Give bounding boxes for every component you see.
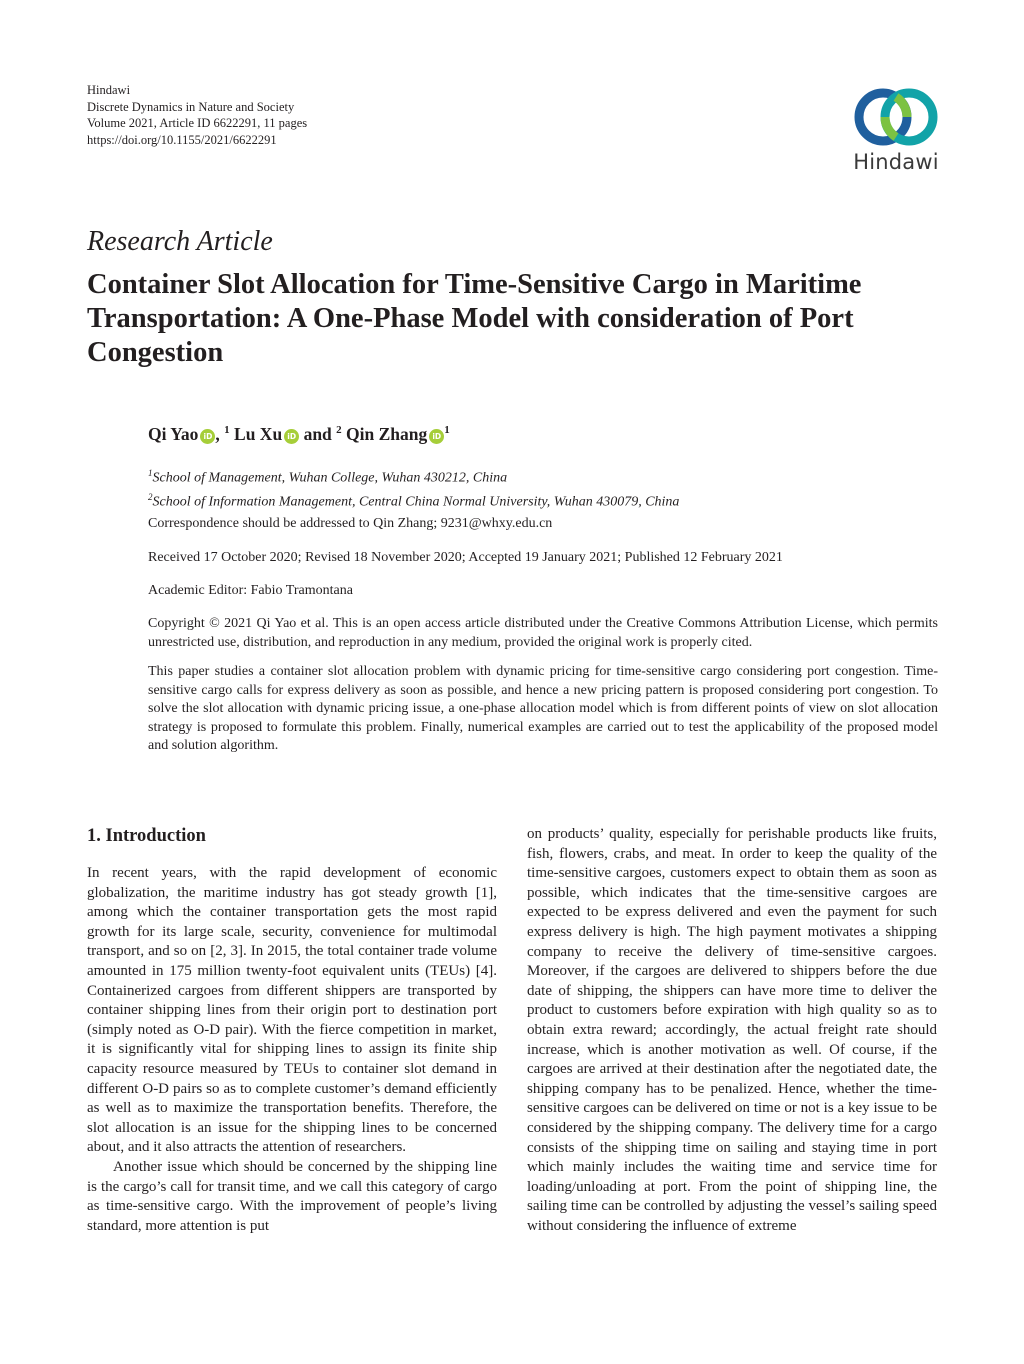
author-name[interactable]: Qi Yao <box>148 424 199 444</box>
author-separator: and <box>299 424 337 444</box>
logo-wordmark: Hindawi <box>853 150 939 174</box>
affiliation-line: $^1$School of Management, Wuhan College, Wuhan 430212, China <box>148 468 508 486</box>
paragraph: Another issue which should be concerned by the shipping line is the cargo’s call for transit time, and we call this category of cargo as time-sensitive cargo. With the improvement of people’s living standard, more attention is put <box>87 1158 497 1234</box>
author-list <box>148 424 450 445</box>
academic-editor: Academic Editor: Fabio Tramontana <box>148 583 353 598</box>
affiliation-marker: 1 <box>224 424 230 437</box>
orcid-icon[interactable]: iD <box>200 429 215 444</box>
affiliation-marker: 1 <box>444 424 450 437</box>
author-name[interactable]: Qin Zhang <box>346 424 428 444</box>
copyright-notice: Copyright © 2021 Qi Yao et al. This is an open access article distributed under the Creative Commons Attribution License, which permits unrestricted use, distribution, and reproduction in any medium, provided the original work is properly cited. <box>148 616 938 650</box>
volume-info: Volume 2021, Article ID 6622291, 11 pages <box>87 116 308 130</box>
author-separator: , <box>215 424 225 444</box>
journal-metadata <box>87 82 307 148</box>
author-name[interactable]: Lu Xu <box>234 424 283 444</box>
affiliation-marker: 2 <box>336 424 342 437</box>
correspondence: Correspondence should be addressed to Qin Zhang; 9231@whxy.edu.cn <box>148 516 553 531</box>
doi-link[interactable]: https://doi.org/10.1155/2021/6622291 <box>87 132 277 147</box>
hindawi-logo <box>850 86 942 174</box>
article-title: Container Slot Allocation for Time-Sensitive Cargo in Maritime Transportation: A One-Phase Model with consideration of Port Congestion <box>87 269 862 368</box>
publication-dates: Received 17 October 2020; Revised 18 November 2020; Accepted 19 January 2021; Published 12 February 2021 <box>148 550 783 565</box>
hindawi-logo-icon <box>850 86 942 148</box>
right-column <box>527 825 937 1236</box>
affiliation-line: $^2$School of Information Management, Central China Normal University, Wuhan 430079, China <box>148 492 680 510</box>
paragraph: In recent years, with the rapid development of economic globalization, the maritime industry has got steady growth [1], among which the container transportation gets the most rapid growth for its large scale, security, convenience for multimodal transport, and so on [2, 3]. In 2015, the total container trade volume amounted in 175 million twenty-foot equivalent units (TEUs) [4]. Containerized cargoes from different shippers are transported by container shipping lines from their origin port to destination port (simply noted as O-D pair). With the fierce competition in market, it is significantly vital for shipping lines to assign its finite ship capacity resource measured by TEUs to container slot demand in different O-D pairs so as to complete customer’s demand efficiently as well as to maximize the transportation benefits. Therefore, the slot allocation is an issue for the shipping lines to be concerned about, and it also attracts the attention of researchers. <box>87 865 497 1156</box>
orcid-icon[interactable]: iD <box>429 429 444 444</box>
article-type: Research Article <box>87 226 273 257</box>
abstract: This paper studies a container slot allocation problem with dynamic pricing for time-sensitive cargo considering port congestion. Time-sensitive cargo calls for express delivery as soon as possible, and hence a new pricing pattern is proposed considering port congestion. To solve the slot allocation with dynamic pricing issue, a one-phase allocation model which is from different points of view on slot allocation strategy is proposed to formulate this problem. Finally, numerical examples are carried out to test the applicability of the proposed model and solution algorithm. <box>148 664 938 753</box>
section-heading: 1. Introduction <box>87 826 206 846</box>
journal-name: Discrete Dynamics in Nature and Society <box>87 99 295 114</box>
orcid-icon[interactable]: iD <box>284 429 299 444</box>
paragraph: on products’ quality, especially for perishable products like fruits, fish, flowers, crabs, and meat. In order to keep the quality of the time-sensitive cargoes, customers expect to obtain them as soon as possible, which indicates that the time-sensitive cargoes are expected to be express delivered and even the payment for such express delivery is high. The high payment motivates a shipping company to receive the delivery of time-sensitive cargoes. Moreover, if the cargoes are delivered to shippers before the due date of shipping, the shippers can have more time to deliver the product to customers before expiration with high quality so as to obtain extra reward; accordingly, the actual freight rate should increase, which is another motivation as well. Of course, if the cargoes are arrived at their destination after the negotiated date, the shipping company has to be penalized. Hence, whether the time-sensitive cargoes can be delivered on time or not is a key issue to be considered by the shipping company. The delivery time for a cargo consists of the shipping time on sailing and staying time in port which mainly includes the waiting time and service time for loading/unloading at port. From the point of shipping line, the sailing time can be controlled by adjusting the vessel’s sailing speed without considering the influence of extreme <box>527 826 937 1234</box>
affiliations <box>148 464 679 512</box>
left-column <box>87 864 497 1236</box>
publisher-name: Hindawi <box>87 83 131 97</box>
